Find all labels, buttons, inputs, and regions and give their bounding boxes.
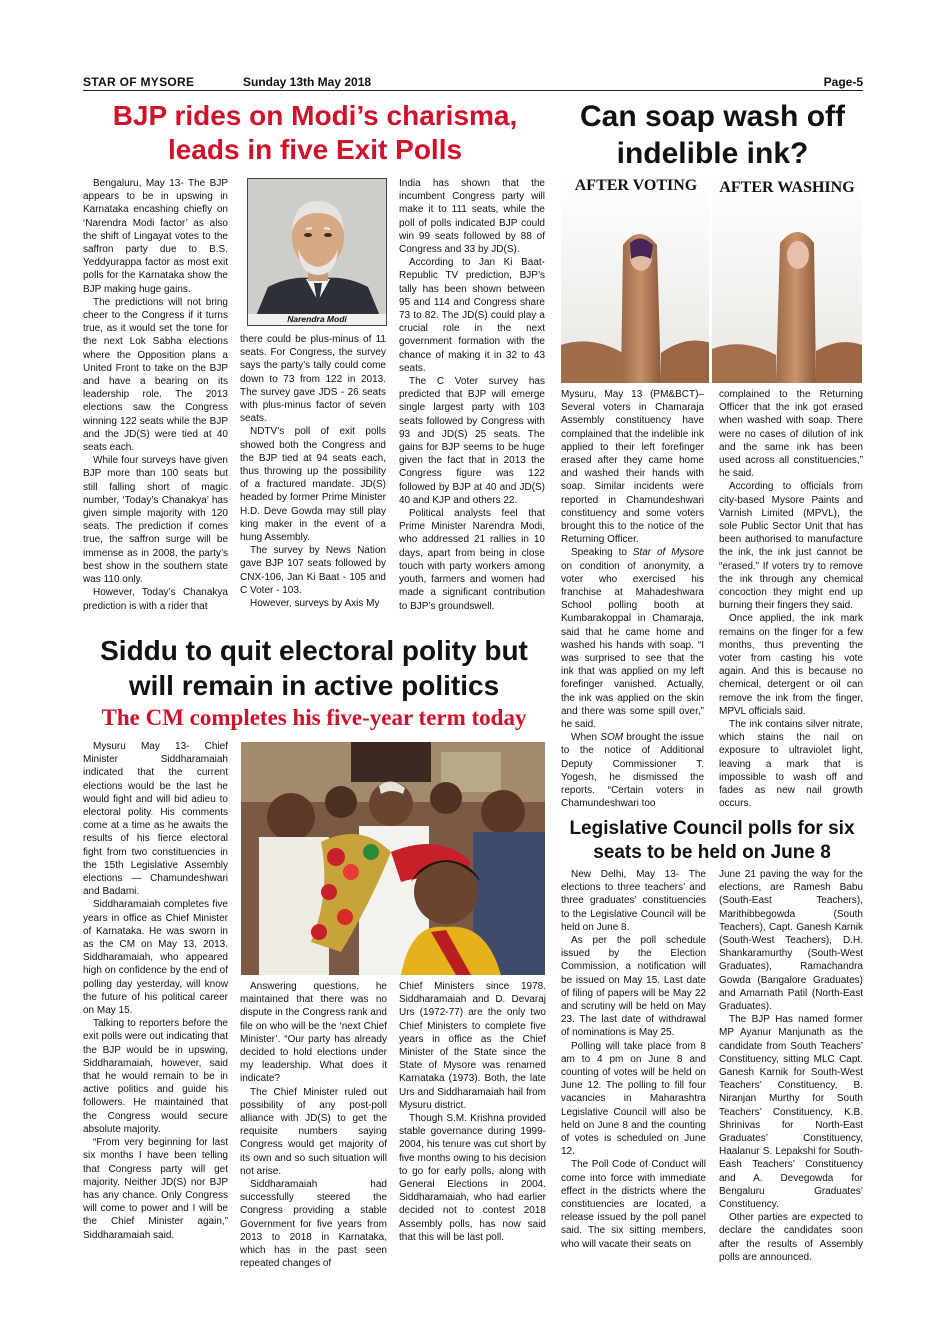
paragraph: Chief Ministers since 1978. Siddharamaiah and D. Devaraj Urs (1972-77) are the only two Chief Ministers to complete five years in office as the Chief Minister of the State since the State of Mysore was renamed Karnataka (1973). Both, the late Urs and Siddharamaiah hail from Mysuru district. [399,981,546,1111]
bjp-headline-line1: BJP rides on Modi’s charisma, [112,100,518,131]
ink-headline-line2: indelible ink? [616,137,809,170]
text-span: brought the issue to the notice of Additional Deputy Commissioner T. Yogesh, he dismissed the reports. “Certain voters in Chamundeshwari too [561,732,704,810]
paragraph: According to Jan Ki Baat-Republic TV prediction, BJP’s tally has been shown between 95 and 114 and Congress share 73 to 82. The JD(S) could play a crucial role in the next government formation with the chance of making it in 32 to 43 seats. [399,257,545,374]
paragraph: India has shown that the incumbent Congress party will make it to 111 seats, while the poll of polls indicated BJP could win 99 seats followed by 88 of Congress and 33 by JD(S). [399,178,545,256]
paragraph: Though S.M. Krishna provided stable governance during 1999-2004, his tenure was cut short by five months owing to his decision to go for early polls, along with General Elections in 2004. Siddharamaiah, who had earlier decided not to contest 2018 Assembly polls, has now said that this will be last poll. [399,1113,546,1243]
paragraph: The Poll Code of Conduct will come into force with immediate effect in the districts where the constituencies are located, a release issued by the poll panel said. The six sitting members, who will vacate their seats on [561,1159,706,1250]
paragraph: Answering questions, he maintained that there was no dispute in the Congress rank and file on who will be the ‘next Chief Minister’. “Our party has already decided to hold elections under my leadership. What does it indicate? [240,981,387,1085]
bjp-headline-line2: leads in five Exit Polls [167,134,463,165]
paragraph: complained to the Returning Officer that the ink got erased when washed with soap. There were no cases of dilution of ink and the same ink has been used across all constituencies,” he said. [719,389,863,480]
masthead [83,73,863,91]
paragraph: Polling will take place from 8 am to 4 pm on June 8 and counting of votes will be held on June 12. The polling to fill four vacancies in Maharashtra Legislative Council will also be held on June 8 and the counting of votes is scheduled on June 12. [561,1040,706,1158]
paragraph [561,546,704,731]
paragraph: Other parties are expected to declare the candidates soon after the results of Assembly polls are announced. [719,1212,863,1263]
siddu-subheadline: The CM completes his five-year term today [101,705,527,730]
bjp-column-2 [240,333,386,610]
council-column-1 [561,868,706,1251]
paragraph: Political analysts feel that Prime Minister Narendra Modi, who addressed 21 rallies in 10 days, apart from being in close touch with party workers among youth, farmers and women had made a significant contribution to BJP’s groundswell. [399,508,545,612]
after-voting-photo [561,175,711,383]
paragraph: Talking to reporters before the exit polls were out indicating that the BJP would be in upswing, Siddharamaiah, however, said that he would remain to be in active politics and guide his followers. He maintained that the Congress would secure absolute majority. [83,1018,228,1135]
paragraph: The Chief Minister ruled out possibility of any post-poll alliance with JD(S) to get the requisite numbers saying Congress would get majority of its own and so such situation will not arise. [240,1086,387,1177]
photo-caption: Narendra Modi [287,314,347,324]
paragraph: The BJP Has named former MP Ayanur Manjunath as the candidate from South Teachers’ Constituency, sitting MLC Capt. Ganesh Karnik for South-West Teachers’ Constituency, B. Niranjan Murthy for South Teachers’ Constituency, K.B. Shrinivas for North-East Graduates’ Constituency, Haalanur S. Lepakshi for South-Eash Teachers’ Constituency and A. Devegowda for Bengaluru Graduates’ Constituency. [719,1014,863,1211]
modi-photo [247,178,387,315]
publication-abbrev: SOM [600,732,624,744]
issue-date: Sunday 13th May 2018 [243,75,372,89]
text-span: on condition of anonymity, a voter who exercised his franchise at Mahadeshwara School polling booth at Kumbarakoppal in Chamaraja, said that he came home and washed his hands with soap. “I was surprised to see that the ink that was applied on my left forefinger vanished. Actually, the ink was applied on the skin and there was some spill over,” he said. [561,560,704,731]
modi-caption-box [247,314,387,326]
bjp-headline [80,99,550,167]
council-headline-line2: seats to be held on June 8 [593,842,831,863]
ink-headline-line1: Can soap wash off [579,100,846,133]
paragraph: However, Today’s Chanakya prediction is with a rider that [83,587,228,612]
paragraph: According to officials from city-based Mysore Paints and Varnish Limited (MPVL), the sole Public Sector Unit that has been authorised to manufacture the ink, the ink just cannot be “erased.” If voters try to remove the ink through any chemical concoction they might end up burning their fingers they said. [719,481,863,612]
council-headline [558,817,866,865]
text-span: When [571,732,601,744]
paragraph: However, surveys by Axis My [250,598,380,610]
paragraph: Siddharamaiah had successfully steered the Congress providing a stable Government for five years from 2013 to 2018 in Karnataka, which has in the past seen repeated changes of [240,1179,387,1270]
newspaper-name: STAR OF MYSORE [83,75,195,89]
ink-column-2 [719,388,863,811]
publication-name: Star of Mysore [632,547,704,559]
paragraph: Mysuru May 13- Chief Minister Siddharamaiah indicated that the current elections would be the last he would fight and will bid adieu to electoral polity. His comments come at a time as he awaits the results of his fierce electoral fight from two constituencies in the 15th Legislative Assembly elections — Chamundeshwari and Badami. [83,741,228,898]
siddu-headline-line2: will remain in active politics [128,670,500,701]
paragraph: June 21 paving the way for the elections, are Ramesh Babu (South-East Teachers), Marithibbegowda (South Teachers), Capt. Ganesh Karnik (South-West Teachers), D.H. Shankaramurthy (South-West Graduates), Ramachandra Gowda (Bangalore Graduates) and Amarnath Patil (North-East Graduates). [719,869,863,1013]
after-voting-label: AFTER VOTING [574,177,698,194]
paragraph: The ink contains silver nitrate, which stains the nail on exposure to ultraviolet light, leaving a mark that is impossible to wash off and fades as new nail growth occurs. [719,719,863,810]
paragraph: Once applied, the ink mark remains on the finger for a few months, thus preventing the voter from casting his vote again. And this is because no chemical, detergent or oil can remove the ink from the finger, MPVL officials said. [719,613,863,717]
text-span: Speaking to [571,547,633,559]
paragraph: “From very beginning for last six months I have been telling that Congress party will get majority. Neither JD(S) nor BJP has any chance. Only Congress will come to power and I will be the Chief Minister again,” Siddharamaiah said. [83,1137,228,1241]
council-headline-line1: Legislative Council polls for six [569,818,855,839]
paragraph: The predictions will not bring cheer to the Congress if it turns true, as it would set the tone for the next Lok Sabha elections where the Opposition plans a United Front to take on the BJP and have a bearing on its leadership role. The 2013 elections saw the Congress winning 122 seats while the BJP and the JD(S) were tied at 40 seats each. [83,296,228,454]
ink-column-1 [561,388,704,811]
siddu-column-2 [240,980,387,1270]
ink-headline [560,98,865,172]
siddaramaiah-celebration-photo [241,742,545,975]
council-column-2 [719,868,863,1264]
paragraph: As per the poll schedule issued by the Election Commission, a notification will be issued on May 15. Last date of filing of papers will be May 22 and scrutiny will be held on May 23. The last date of withdrawal of nominations is May 25. [561,935,706,1039]
siddu-headline [80,633,548,703]
paragraph: Mysuru, May 13 (PM&BCT)– Several voters in Chamaraja Assembly constituency have complained that the indelible ink applied to their left forefinger erased after they came home and washed their hands with soap. Similar incidents were reported in Chamundeshwari constituency and some voters brought this to the notice of the Returning Officer. [561,389,704,546]
paragraph: New Delhi, May 13- The elections to three teachers’ and three graduates’ constituencies to the Legislative Council will be held on June 8. [561,869,706,933]
bjp-column-3 [399,177,545,613]
after-washing-label: AFTER WASHING [719,179,855,196]
paragraph: there could be plus-minus of 11 seats. For Congress, the survey says the party’s tally could come down to 73 from 122 in 2013. The survey gave JDS - 26 seats with plus-minus factor of seven seats. [240,334,386,425]
siddu-column-1 [83,740,228,1242]
siddu-headline-line1: Siddu to quit electoral polity but [100,635,528,666]
paragraph: While four surveys have given BJP more than 100 seats but still falling short of magic number, ‘Today’s Chanakya’ has given simple majority with 120 seats. The prediction if comes true, the saffron surge will be immense as in 2008, the party’s best show in the southern state was 110 only. [83,455,228,586]
after-washing-photo [712,175,862,383]
siddu-column-3 [399,980,546,1244]
paragraph: The survey by News Nation gave BJP 107 seats followed by CNX-106, Jan Ki Baat - 105 and C Voter - 103. [240,545,386,596]
paragraph: The C Voter survey has predicted that BJP will emerge single largest party with 103 seats followed by Congress with 93 and JD(S) 25 seats. The gains for BJP seems to be huge given the fact that in 2013 the Congress figure was 122 followed by BJP at 40 and JD(S) 40 and KJP and others 22. [399,376,545,506]
paragraph: NDTV’s poll of exit polls showed both the Congress and the BJP tied at 94 seats each, thus throwing up the possibility of a fractured mandate. JD(S) headed by former Prime Minister H.D. Deve Gowda may still play king maker in the event of a hung Assembly. [240,426,386,544]
page-number: Page-5 [823,75,863,89]
paragraph: Siddharamaiah completes five years in office as Chief Minister of Karnataka. He was sworn in as the CM on May 13, 2013. Siddharamaiah, who appeared high on confidence by the end of polling day yesterday, will know the future of his political career on May 15. [83,899,228,1017]
paragraph: Bengaluru, May 13- The BJP appears to be in upswing in Karnataka encashing chiefly on ‘Narendra Modi factor’ as also the shift of Lingayat votes to the saffron party due to B.S. Yeddyurappa factor as most exit polls for the Karnataka show the BJP making huge gains. [83,178,228,295]
paragraph [561,731,704,810]
bjp-column-1 [83,177,228,613]
